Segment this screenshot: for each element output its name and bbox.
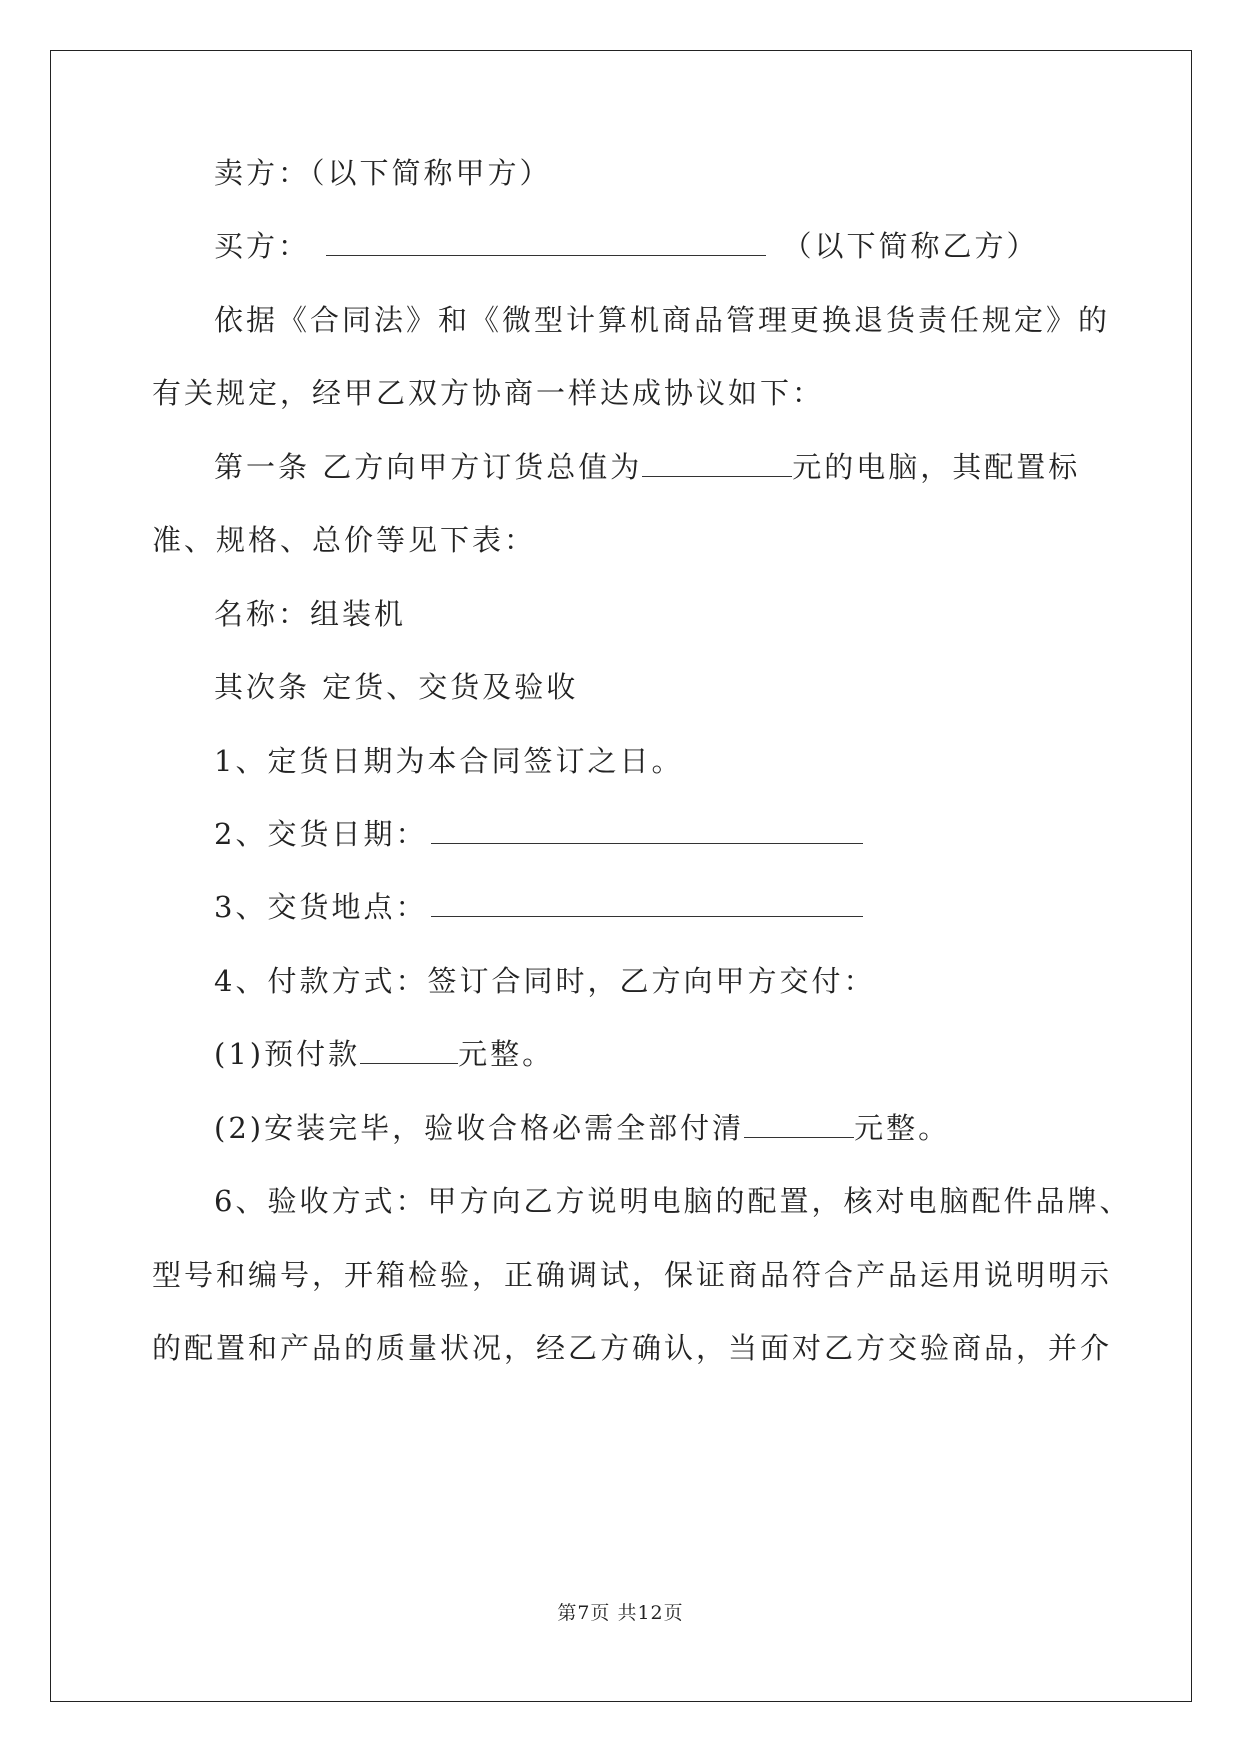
prepayment-blank[interactable] xyxy=(360,1041,458,1064)
delivery-place-blank[interactable] xyxy=(431,894,863,917)
item1-line xyxy=(0,744,1241,778)
buyer-blank[interactable] xyxy=(326,233,766,256)
article1-line-1 xyxy=(0,450,1241,484)
seller-line xyxy=(0,156,1241,190)
page-border xyxy=(50,50,1192,1702)
article1-prefix: 第一条 乙方向甲方订货总值为 xyxy=(214,450,643,484)
article2-text: 其次条 定货、交货及验收 xyxy=(214,670,579,704)
item6-text-2: 型号和编号，开箱检验，正确调试，保证商品符合产品运用说明明示 xyxy=(152,1258,1113,1292)
sub2-suffix: 元整。 xyxy=(854,1111,951,1145)
basis-text-1: 依据《合同法》和《微型计算机商品管理更换退货责任规定》的 xyxy=(214,303,1111,337)
page-number: 第7页 共12页 xyxy=(557,1602,684,1624)
article1-text-2: 准、规格、总价等见下表： xyxy=(152,523,537,557)
basis-text-2: 有关规定，经甲乙双方协商一样达成协议如下： xyxy=(152,376,825,410)
delivery-date-blank[interactable] xyxy=(431,821,863,844)
basis-line-1 xyxy=(0,303,1241,337)
basis-line-2 xyxy=(0,376,1241,410)
buyer-label: 买方： xyxy=(214,229,311,263)
seller-text: 卖方：（以下简称甲方） xyxy=(214,156,552,190)
sub1-suffix: 元整。 xyxy=(458,1037,555,1071)
item3-line xyxy=(0,890,1241,924)
buyer-suffix: （以下简称乙方） xyxy=(782,229,1039,263)
buyer-line xyxy=(0,229,1241,263)
item6-text-3: 的配置和产品的质量状况，经乙方确认，当面对乙方交验商品，并介 xyxy=(152,1331,1113,1365)
item4-text: 4、付款方式：签订合同时，乙方向甲方交付： xyxy=(214,964,876,998)
article1-suffix: 元的电脑，其配置标 xyxy=(792,450,1081,484)
article2-heading xyxy=(0,670,1241,704)
item2-line xyxy=(0,817,1241,851)
item6-text-1: 6、验收方式：甲方向乙方说明电脑的配置，核对电脑配件品牌、 xyxy=(214,1184,1132,1218)
article1-line-2 xyxy=(0,523,1241,557)
item6-line-2 xyxy=(0,1258,1241,1292)
final-payment-blank[interactable] xyxy=(744,1115,854,1138)
name-line xyxy=(0,597,1241,631)
item3-text: 3、交货地点： xyxy=(214,890,428,924)
item6-line-3 xyxy=(0,1331,1241,1365)
sub1-line xyxy=(0,1037,1241,1071)
sub2-prefix: (2)安装完毕，验收合格必需全部付清 xyxy=(214,1111,745,1145)
item2-text: 2、交货日期： xyxy=(214,817,428,851)
total-value-blank[interactable] xyxy=(642,454,792,477)
sub2-line xyxy=(0,1111,1241,1145)
page-footer xyxy=(0,1598,1241,1625)
item6-line-1 xyxy=(0,1184,1241,1218)
sub1-prefix: (1)预付款 xyxy=(214,1037,361,1071)
item4-line xyxy=(0,964,1241,998)
name-text: 名称：组装机 xyxy=(214,597,407,631)
item1-text: 1、定货日期为本合同签订之日。 xyxy=(214,744,684,778)
